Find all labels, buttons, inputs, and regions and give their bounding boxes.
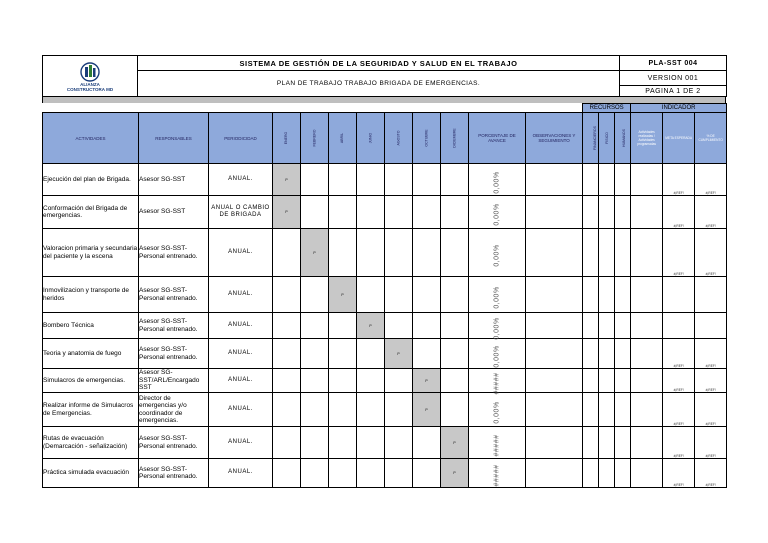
periodicity-cell: ANUAL.	[209, 427, 273, 459]
resource-financial-cell	[583, 459, 599, 488]
table-row	[43, 339, 727, 369]
resource-human-cell	[615, 459, 631, 488]
indicator-compliance-cell	[695, 313, 727, 339]
indicator-activities-cell	[631, 196, 663, 229]
progress-value: #####	[493, 464, 501, 487]
observations-cell	[526, 459, 583, 488]
month-cell	[413, 277, 441, 313]
month-mark-cell: P	[441, 427, 469, 459]
month-cell	[273, 459, 301, 488]
indicator-meta-cell	[663, 277, 695, 313]
month-cell	[357, 459, 385, 488]
col-indicador-meta: META ESPERADA	[663, 113, 695, 164]
month-mark-cell: P	[329, 277, 357, 313]
periodicity-cell: ANUAL.	[209, 313, 273, 339]
col-recurso-financieros: FINANCIEROS	[583, 113, 599, 164]
resource-physical-cell	[599, 196, 615, 229]
indicator-compliance-cell: #¡REF!	[695, 339, 727, 369]
resource-physical-cell	[599, 313, 615, 339]
progress-value: #####	[493, 434, 501, 456]
month-cell	[357, 164, 385, 196]
col-indicador-actividades: Actividades realizadas / Actividades programadas	[631, 113, 663, 164]
company-logo	[43, 56, 138, 97]
month-cell	[413, 339, 441, 369]
month-mark-cell: P	[385, 339, 413, 369]
month-cell	[301, 196, 329, 229]
month-cell	[329, 427, 357, 459]
month-cell	[329, 313, 357, 339]
table-row	[43, 393, 727, 427]
responsible-cell: Asesor SG-SST-Personal entrenado.	[139, 277, 209, 313]
observations-cell	[526, 313, 583, 339]
col-indicador-cumplimiento: % DE CUMPLIMIENTO	[695, 113, 727, 164]
plan-title: PLAN DE TRABAJO TRABAJO BRIGADA DE EMERGENCIAS.	[138, 71, 620, 97]
indicator-compliance-cell: #¡REF!	[695, 196, 727, 229]
table-row	[43, 313, 727, 339]
responsible-cell: Asesor SG-SST-Personal entrenado.	[139, 229, 209, 277]
month-cell	[329, 339, 357, 369]
progress-value: 0,00%	[493, 316, 501, 340]
month-cell	[301, 164, 329, 196]
progress-cell	[469, 313, 526, 339]
month-cell	[413, 459, 441, 488]
col-recurso-humanos: HUMANOS	[615, 113, 631, 164]
progress-cell	[469, 196, 526, 229]
resource-financial-cell	[583, 164, 599, 196]
resource-physical-cell	[599, 369, 615, 393]
indicator-activities-cell	[631, 369, 663, 393]
indicator-activities-cell	[631, 164, 663, 196]
month-cell	[301, 393, 329, 427]
responsible-cell: Asesor SG-SST-Personal entrenado.	[139, 459, 209, 488]
observations-cell	[526, 196, 583, 229]
month-cell	[357, 339, 385, 369]
table-row	[43, 369, 727, 393]
indicator-meta-cell: #¡REF!	[663, 164, 695, 196]
indicator-compliance-cell: #¡REF!	[695, 164, 727, 196]
indicator-compliance-cell: #¡REF!	[695, 393, 727, 427]
group-indicador: INDICADOR	[631, 104, 727, 113]
month-cell	[413, 427, 441, 459]
responsible-cell: Asesor SG-SST	[139, 164, 209, 196]
progress-value: 0,00%	[493, 170, 501, 194]
month-cell	[441, 196, 469, 229]
periodicity-cell: ANUAL.	[209, 164, 273, 196]
month-cell	[301, 277, 329, 313]
table-row	[43, 196, 727, 229]
month-cell	[413, 164, 441, 196]
periodicity-cell: ANUAL.	[209, 339, 273, 369]
activity-cell: Conformación del Brigada de emergencias.	[43, 196, 139, 229]
progress-value: 0,00%	[493, 203, 501, 226]
indicator-compliance-cell: #¡REF!	[695, 369, 727, 393]
responsible-cell: Asesor SG-SST	[139, 196, 209, 229]
resource-human-cell	[615, 369, 631, 393]
resource-physical-cell	[599, 277, 615, 313]
indicator-meta-cell	[663, 313, 695, 339]
resource-physical-cell	[599, 427, 615, 459]
col-periodicidad: PERIODICIDAD	[209, 113, 273, 164]
table-row	[43, 164, 727, 196]
indicator-meta-cell: #¡REF!	[663, 229, 695, 277]
activity-cell: Rutas de evacuación (Demarcación - señalización)	[43, 427, 139, 459]
progress-value: 0,00%	[493, 285, 501, 309]
progress-cell	[469, 393, 526, 427]
periodicity-cell: ANUAL.	[209, 459, 273, 488]
resource-financial-cell	[583, 229, 599, 277]
resource-financial-cell	[583, 313, 599, 339]
progress-value: 0,00%	[493, 400, 501, 424]
month-cell	[413, 313, 441, 339]
month-cell	[329, 459, 357, 488]
month-cell	[301, 427, 329, 459]
month-cell	[357, 427, 385, 459]
month-cell	[441, 164, 469, 196]
col-month-junio: JUNIO	[357, 113, 385, 164]
progress-value: 0,00%	[493, 344, 501, 368]
building-logo-icon	[77, 62, 103, 82]
month-cell	[273, 277, 301, 313]
resource-financial-cell	[583, 196, 599, 229]
activity-cell: Bombero Técnica	[43, 313, 139, 339]
indicator-meta-cell: #¡REF!	[663, 369, 695, 393]
table-row	[43, 459, 727, 488]
indicator-activities-cell	[631, 229, 663, 277]
periodicity-cell: ANUAL O CAMBIO DE BRIGADA	[209, 196, 273, 229]
month-cell	[329, 164, 357, 196]
col-month-enero: ENERO	[273, 113, 301, 164]
responsible-cell: Director de emergencias y/o coordinador de emergencias.	[139, 393, 209, 427]
progress-cell	[469, 277, 526, 313]
periodicity-cell: ANUAL.	[209, 277, 273, 313]
resource-human-cell	[615, 164, 631, 196]
progress-cell	[469, 339, 526, 369]
month-cell	[385, 393, 413, 427]
month-cell	[357, 229, 385, 277]
month-cell	[357, 393, 385, 427]
observations-cell	[526, 393, 583, 427]
resource-financial-cell	[583, 369, 599, 393]
progress-cell	[469, 427, 526, 459]
progress-value: 0,00%	[493, 243, 501, 267]
observations-cell	[526, 427, 583, 459]
resource-human-cell	[615, 313, 631, 339]
indicator-meta-cell: #¡REF!	[663, 339, 695, 369]
indicator-meta-cell: #¡REF!	[663, 427, 695, 459]
responsible-cell: Asesor SG-SST/ARL/Encargado SST	[139, 369, 209, 393]
resource-physical-cell	[599, 164, 615, 196]
month-cell	[385, 313, 413, 339]
indicator-meta-cell: #¡REF!	[663, 393, 695, 427]
col-month-octubre: OCTUBRE	[413, 113, 441, 164]
col-month-abril: ABRIL	[329, 113, 357, 164]
month-mark-cell: P	[301, 229, 329, 277]
resource-financial-cell	[583, 339, 599, 369]
resource-financial-cell	[583, 393, 599, 427]
group-recursos: RECURSOS	[583, 104, 631, 113]
resource-human-cell	[615, 229, 631, 277]
work-plan-sheet	[42, 55, 726, 488]
indicator-compliance-cell	[695, 277, 727, 313]
month-cell	[413, 229, 441, 277]
indicator-meta-cell: #¡REF!	[663, 459, 695, 488]
col-porcentaje: PORCENTAJE DE AVANCE	[469, 113, 526, 164]
activity-cell: Realizar informe de Simulacros de Emergencias.	[43, 393, 139, 427]
month-mark-cell: P	[273, 196, 301, 229]
month-cell	[413, 196, 441, 229]
resource-human-cell	[615, 277, 631, 313]
periodicity-cell: ANUAL.	[209, 369, 273, 393]
table-row	[43, 277, 727, 313]
month-cell	[441, 369, 469, 393]
month-cell	[441, 277, 469, 313]
indicator-compliance-cell: #¡REF!	[695, 459, 727, 488]
col-month-agosto: AGOSTO	[385, 113, 413, 164]
resource-physical-cell	[599, 229, 615, 277]
col-observaciones: OBSERVACIONES Y SEGUIMIENTO	[526, 113, 583, 164]
resource-human-cell	[615, 393, 631, 427]
month-cell	[441, 393, 469, 427]
month-cell	[385, 459, 413, 488]
col-actividades: ACTIVIDADES	[43, 113, 139, 164]
month-mark-cell: P	[273, 164, 301, 196]
indicator-meta-cell: #¡REF!	[663, 196, 695, 229]
observations-cell	[526, 277, 583, 313]
indicator-compliance-cell: #¡REF!	[695, 427, 727, 459]
col-month-diciembre: DICIEMBRE	[441, 113, 469, 164]
observations-cell	[526, 164, 583, 196]
month-cell	[273, 313, 301, 339]
month-cell	[273, 393, 301, 427]
indicator-activities-cell	[631, 393, 663, 427]
month-cell	[357, 369, 385, 393]
month-cell	[357, 277, 385, 313]
table-row	[43, 229, 727, 277]
periodicity-cell: ANUAL.	[209, 393, 273, 427]
col-recurso-fisico: FISICO	[599, 113, 615, 164]
month-cell	[441, 339, 469, 369]
system-title: SISTEMA DE GESTIÓN DE LA SEGURIDAD Y SALUD EN EL TRABAJO	[138, 56, 620, 71]
month-cell	[385, 229, 413, 277]
resource-physical-cell	[599, 393, 615, 427]
progress-cell	[469, 164, 526, 196]
month-cell	[441, 229, 469, 277]
month-cell	[385, 369, 413, 393]
activity-cell: Ejecución del plan de Brigada.	[43, 164, 139, 196]
month-mark-cell: P	[357, 313, 385, 339]
month-mark-cell: P	[413, 369, 441, 393]
col-responsables: RESPONSABLES	[139, 113, 209, 164]
resource-physical-cell	[599, 459, 615, 488]
col-month-febrero: FEBRERO	[301, 113, 329, 164]
document-header	[42, 55, 727, 97]
resource-human-cell	[615, 196, 631, 229]
activities-table	[42, 103, 727, 488]
resource-financial-cell	[583, 427, 599, 459]
month-cell	[273, 369, 301, 393]
resource-financial-cell	[583, 277, 599, 313]
page-indicator: PAGINA 1 DE 2	[620, 86, 727, 97]
resource-human-cell	[615, 427, 631, 459]
table-row	[43, 427, 727, 459]
activity-cell: Valoracion primaria y secundaria del paciente y la escena	[43, 229, 139, 277]
progress-cell	[469, 459, 526, 488]
responsible-cell: Asesor SG-SST-Personal entrenado.	[139, 339, 209, 369]
observations-cell	[526, 229, 583, 277]
observations-cell	[526, 339, 583, 369]
month-mark-cell: P	[413, 393, 441, 427]
resource-human-cell	[615, 339, 631, 369]
month-cell	[329, 369, 357, 393]
month-cell	[385, 196, 413, 229]
indicator-activities-cell	[631, 459, 663, 488]
activity-cell: Práctica simulada evacuación	[43, 459, 139, 488]
activity-cell: Teoria y anatomia de fuego	[43, 339, 139, 369]
indicator-activities-cell	[631, 313, 663, 339]
progress-value: #####	[493, 372, 501, 394]
resource-physical-cell	[599, 339, 615, 369]
month-cell	[301, 369, 329, 393]
indicator-activities-cell	[631, 339, 663, 369]
activity-cell: Inmovilizacion y transporte de heridos	[43, 277, 139, 313]
month-cell	[301, 459, 329, 488]
document-version: VERSION 001	[620, 71, 727, 86]
indicator-compliance-cell: #¡REF!	[695, 229, 727, 277]
month-cell	[273, 427, 301, 459]
periodicity-cell: ANUAL.	[209, 229, 273, 277]
month-cell	[273, 229, 301, 277]
logo-text: ALIANZA CONSTRUCTORA MD	[66, 82, 114, 92]
month-cell	[357, 196, 385, 229]
month-cell	[329, 229, 357, 277]
month-cell	[329, 393, 357, 427]
month-cell	[273, 339, 301, 369]
activity-cell: Simulacros de emergencias.	[43, 369, 139, 393]
indicator-activities-cell	[631, 277, 663, 313]
month-mark-cell: P	[441, 459, 469, 488]
observations-cell	[526, 369, 583, 393]
month-cell	[441, 313, 469, 339]
month-cell	[301, 313, 329, 339]
month-cell	[385, 277, 413, 313]
responsible-cell: Asesor SG-SST-Personal entrenado.	[139, 313, 209, 339]
month-cell	[329, 196, 357, 229]
month-cell	[385, 164, 413, 196]
document-code: PLA-SST 004	[620, 56, 727, 71]
responsible-cell: Asesor SG-SST-Personal entrenado.	[139, 427, 209, 459]
progress-cell	[469, 229, 526, 277]
month-cell	[385, 427, 413, 459]
month-cell	[301, 339, 329, 369]
progress-cell	[469, 369, 526, 393]
indicator-activities-cell	[631, 427, 663, 459]
